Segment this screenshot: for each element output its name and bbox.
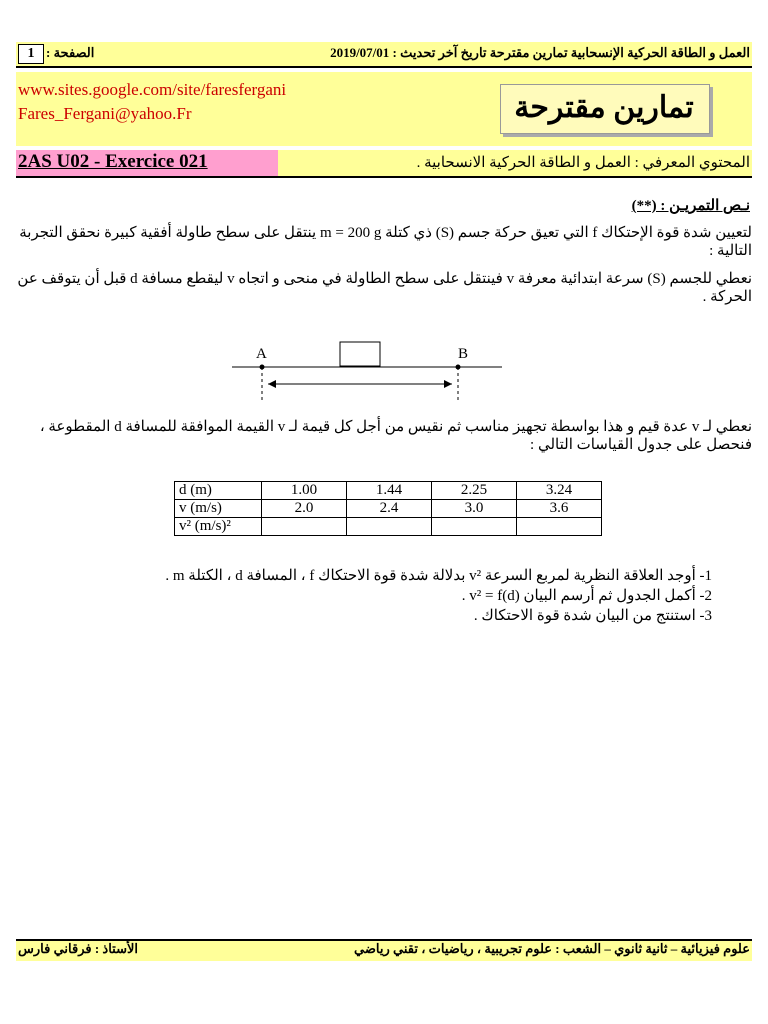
- point-a-label: A: [256, 346, 267, 362]
- table-cell: [432, 518, 517, 536]
- question-2: 2- أكمل الجدول ثم أرسم البيان v² = f(d) .: [461, 588, 712, 604]
- footer-teacher: الأستاذ : فرقاني فارس: [18, 941, 139, 956]
- paragraph-2: نعطي للجسم (S) سرعة ابتدائية معرفة v فينتقل على سطح الطاولة في منحى و اتجاه v ليقطع مسافة d قبل أن يتوقف عن الحركة .: [17, 271, 752, 305]
- top-title: العمل و الطاقة الحركية الإنسحابية تمارين مقترحة تاريخ آخر تحديث : 2019/07/01: [330, 45, 750, 60]
- table-cell: 1.00: [262, 482, 347, 500]
- table-row: [175, 518, 602, 536]
- paragraph-1: لتعيين شدة قوة الإحتكاك f التي تعيق حركة جسم (S) ذي كتلة m = 200 g ينتقل على سطح طاولة أفقية كبيرة نحقق التجربة التالية :: [19, 225, 752, 259]
- footer-subject: علوم فيزيائية – ثانية ثانوي – الشعب : علوم تجريبية ، رياضيات ، تقني رياضي: [354, 941, 750, 956]
- question-1: 1- أوجد العلاقة النظرية لمربع السرعة v² بدلالة شدة قوة الاحتكاك f ، المسافة d ، الكتلة m .: [165, 568, 712, 584]
- site-url-link[interactable]: www.sites.google.com/site/faresfergani: [18, 80, 287, 99]
- row-header: v² (m/s)²: [175, 518, 262, 536]
- page-label: الصفحة :: [46, 45, 95, 60]
- body-s-block: [340, 342, 380, 366]
- question-3: 3- استنتج من البيان شدة قوة الاحتكاك .: [473, 608, 712, 624]
- paragraph-3: نعطي لـ v عدة قيم و هذا بواسطة تجهيز مناسب ثم نقيس من أجل كل قيمة لـ v القيمة الموافقة للمسافة d المقطوعة ، فنحصل على جدول القياسات التالي :: [39, 419, 752, 453]
- measurements-table: [174, 481, 602, 536]
- page-title: تمارين مقترحة: [514, 91, 694, 124]
- table-cell: 3.6: [517, 500, 602, 518]
- arrow-head-left: [268, 380, 276, 388]
- table-row: [175, 482, 602, 500]
- table-cell: 2.0: [262, 500, 347, 518]
- exercise-code: 2AS U02 - Exercice 021: [18, 151, 208, 172]
- row-header: d (m): [175, 482, 262, 500]
- point-b-label: B: [458, 346, 469, 362]
- section-heading: نـص التمريـن : (**): [631, 198, 750, 214]
- motion-diagram: [220, 340, 510, 410]
- table-cell: [517, 518, 602, 536]
- table-cell: 1.44: [347, 482, 432, 500]
- row-header: v (m/s): [175, 500, 262, 518]
- arrow-head-right: [444, 380, 452, 388]
- table-cell: [262, 518, 347, 536]
- content-label: المحتوي المعرفي : العمل و الطاقة الحركية الانسحابية .: [416, 155, 750, 171]
- table-cell: 3.0: [432, 500, 517, 518]
- email-link[interactable]: Fares_Fergani@yahoo.Fr: [18, 104, 192, 123]
- table-row: [175, 500, 602, 518]
- table-cell: 3.24: [517, 482, 602, 500]
- questions-list: [150, 566, 712, 626]
- table-cell: 2.4: [347, 500, 432, 518]
- table-cell: [347, 518, 432, 536]
- table-cell: 2.25: [432, 482, 517, 500]
- page-number: 1: [18, 44, 44, 64]
